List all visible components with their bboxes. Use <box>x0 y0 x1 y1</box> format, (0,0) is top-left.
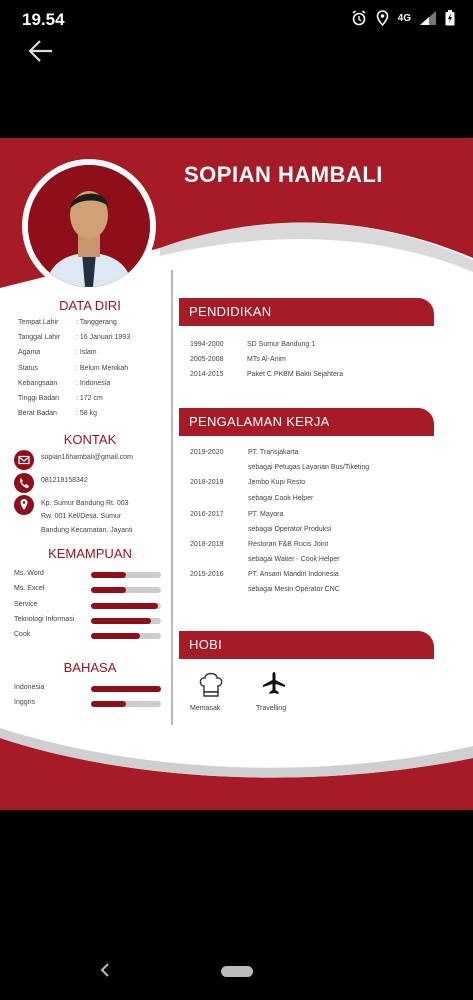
data-diri-value: : 172 cm <box>76 395 103 402</box>
experience-company: Restoran F&B Rucis Joint <box>248 541 329 548</box>
hobi-banner <box>179 631 434 659</box>
skill-bar <box>91 633 161 639</box>
skill-bar-fill <box>91 618 151 624</box>
skill-bar <box>91 572 161 578</box>
language-bar <box>91 701 161 707</box>
pendidikan-banner <box>179 298 434 326</box>
skill-bar <box>91 618 161 624</box>
experience-company: PT. Mayora <box>248 511 284 518</box>
education-school: MTs Al-Anim <box>247 356 286 363</box>
network-type: 4G <box>397 12 411 24</box>
hobi-heading: HOBI <box>189 637 222 652</box>
pendidikan-heading: PENDIDIKAN <box>189 304 272 319</box>
education-school: Paket C PKBM Bakti Sejahtera <box>247 371 344 378</box>
back-button[interactable] <box>26 36 56 66</box>
kontak-heading: KONTAK <box>63 432 117 447</box>
skill-bar-fill <box>91 572 126 578</box>
skill-bar <box>91 603 161 609</box>
address-line: Rw. 001 Kel/Desa. Sumur <box>41 513 122 520</box>
status-time: 19.54 <box>22 10 65 29</box>
skill-label: Teknologi Informasi <box>14 616 75 623</box>
home-pill-button[interactable] <box>221 966 253 977</box>
data-diri-value: : Belum Menikah <box>76 365 129 372</box>
email-text: sopian16hambali@gmail.com <box>41 454 133 461</box>
data-diri-value: : 16 Januari 1993 <box>76 334 131 341</box>
airplane-icon <box>261 671 287 695</box>
resume-name: SOPIAN HAMBALI <box>184 162 383 187</box>
data-diri-value: : Islam <box>76 349 97 356</box>
experience-years: 2018-2019 <box>190 541 224 548</box>
kemampuan-heading: KEMAMPUAN <box>48 546 132 561</box>
pengalaman-banner <box>179 408 434 436</box>
experience-role: sebagai Petugas Layanan Bus/Tiketing <box>248 464 370 471</box>
education-years: 2014-2015 <box>190 371 224 378</box>
profile-photo <box>22 159 156 293</box>
alarm-icon <box>351 10 367 26</box>
address-line: Kp. Sumur Bandung Rt. 003 <box>41 500 129 507</box>
phone-icon <box>14 473 34 493</box>
skill-label: Ms. Word <box>14 570 44 577</box>
language-bar <box>91 686 161 692</box>
skill-bar <box>91 587 161 593</box>
pengalaman-heading: PENGALAMAN KERJA <box>189 414 330 429</box>
data-diri-heading: DATA DIRI <box>59 298 121 313</box>
navigation-bar <box>0 940 473 1000</box>
experience-years: 2018-2019 <box>190 479 224 486</box>
bahasa-heading: BAHASA <box>63 660 117 675</box>
skill-label: Cook <box>14 631 31 638</box>
skill-bar-fill <box>91 633 140 639</box>
data-diri-value: : 58 kg <box>76 410 98 417</box>
language-bar-fill <box>91 701 126 707</box>
data-diri-label: Tanggal Lahir <box>18 334 61 341</box>
education-school: SD Sumur Bandung 1 <box>247 341 316 348</box>
language-label: Inggris <box>14 699 36 706</box>
divider-vertical <box>171 270 173 725</box>
skill-bar-fill <box>91 587 126 593</box>
experience-company: Jembo Kupi Resto <box>248 479 306 486</box>
status-icons <box>351 10 455 26</box>
profile-photo-image <box>28 165 150 287</box>
address-line: Bandung Kecamatan. Jayanti <box>41 527 133 534</box>
phone-text: 081218158342 <box>41 477 88 484</box>
data-diri-label: Tempat Lahir <box>18 319 59 326</box>
experience-company: PT. Ansam Mandiri Indonesia <box>248 571 339 578</box>
skill-bar-fill <box>91 603 158 609</box>
experience-role: sebagai Mesin Operator CNC <box>248 586 340 593</box>
experience-role: sebagai Waiter - Cook Helper <box>248 556 340 563</box>
data-diri-label: Status <box>18 365 38 372</box>
education-years: 2005-2008 <box>190 356 224 363</box>
experience-role: sebagai Cook Helper <box>248 495 314 502</box>
skill-label: Service <box>14 601 38 608</box>
experience-role: sebagai Operator Produksi <box>248 526 332 533</box>
arrow-left-icon <box>26 36 56 66</box>
chef-hat-icon <box>198 670 224 698</box>
data-diri-label: Tinggi Badan <box>18 395 59 402</box>
signal-icon <box>420 11 436 25</box>
language-label: Indonesia <box>14 684 45 691</box>
data-diri-label: Kebangsaan <box>18 380 58 387</box>
map-pin-icon <box>14 495 34 515</box>
status-bar <box>0 0 473 38</box>
email-icon <box>14 450 34 470</box>
resume-image <box>0 138 473 810</box>
nav-back-button[interactable] <box>99 963 111 977</box>
experience-years: 2019-2020 <box>190 449 224 456</box>
experience-company: PT. Transjakarta <box>248 449 299 456</box>
experience-years: 2015-2016 <box>190 571 224 578</box>
data-diri-value: : Indonesia <box>76 380 111 387</box>
experience-years: 2016-2017 <box>190 511 224 518</box>
data-diri-label: Agama <box>18 349 41 356</box>
data-diri-label: Berat Badan <box>18 410 57 417</box>
skill-label: Ms. Excel <box>14 585 45 592</box>
battery-icon <box>445 10 455 26</box>
location-icon <box>376 10 389 26</box>
education-years: 1994-2000 <box>190 341 224 348</box>
data-diri-value: : Tanggerang <box>76 319 117 326</box>
language-bar-fill <box>91 686 161 692</box>
hobby-label: Travelling <box>256 705 287 712</box>
hobby-label: Memasak <box>190 705 221 712</box>
